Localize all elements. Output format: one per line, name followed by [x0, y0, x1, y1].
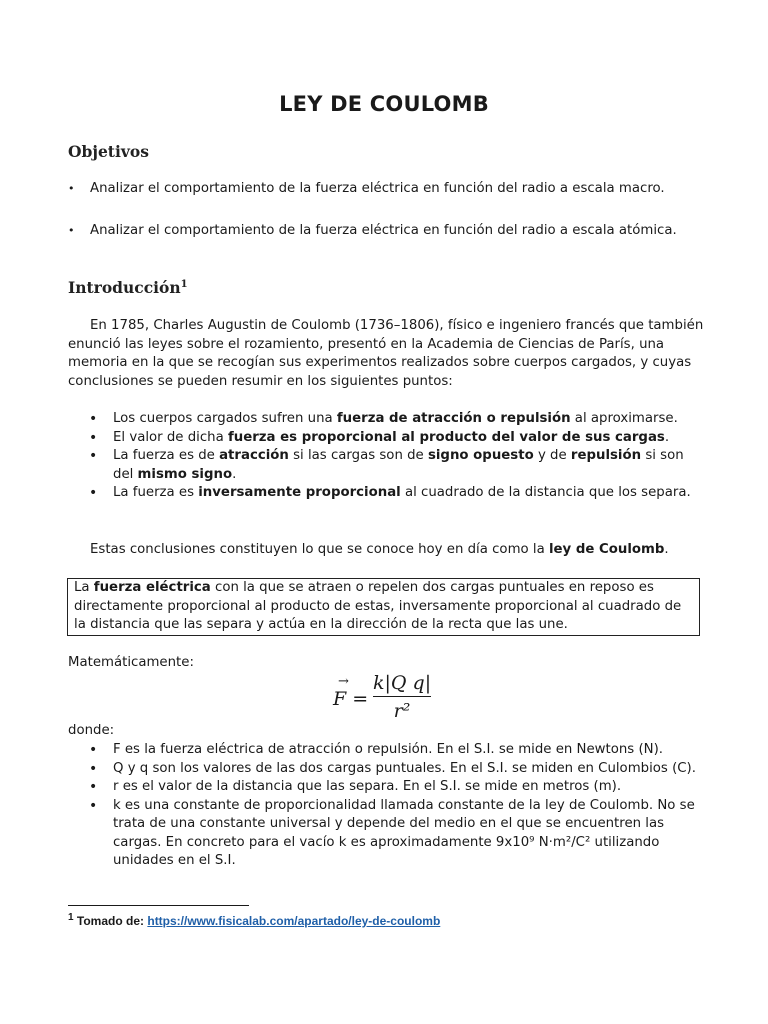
- list-item: • La fuerza es inversamente proporcional al cuadrado de la distancia que los separa.: [89, 485, 691, 501]
- list-item: • La fuerza es de atracción si las cargas son de signo opuesto y de repulsión si son del mismo signo.: [89, 448, 684, 482]
- bullet-icon: •: [89, 429, 98, 446]
- bullet-icon: •: [68, 224, 75, 237]
- formula-denominator: r²: [393, 700, 411, 722]
- variables-list: [68, 741, 708, 871]
- introduccion-heading-text: Introducción: [68, 278, 181, 297]
- list-item: • r es el valor de la distancia que las separa. En el S.I. se mide en metros (m).: [89, 779, 622, 795]
- bullet-icon: •: [89, 411, 98, 427]
- bullet-icon: •: [89, 485, 98, 501]
- footnote-divider: [68, 905, 249, 906]
- list-item: • El valor de dicha fuerza es proporcional al producto del valor de sus cargas.: [89, 429, 670, 446]
- objective-item: Analizar el comportamiento de la fuerza eléctrica en función del radio a escala macro.: [90, 181, 665, 196]
- math-label: Matemáticamente:: [68, 655, 194, 670]
- bullet-icon: •: [68, 182, 75, 195]
- vector-arrow-icon: →: [338, 674, 349, 689]
- fraction-bar: [373, 696, 431, 697]
- intro-paragraph: En 1785, Charles Augustin de Coulomb (1736–1806), físico e ingeniero francés que también enunció las leyes sobre el rozamiento, presentó en la Academia de Ciencias de París, una memoria en la que se recogían sus experimentos realizados sobre cuerpos cargados, y cuyas conclusiones se pueden resumir en los siguientes puntos:: [68, 318, 704, 389]
- conclusion-paragraph: Estas conclusiones constituyen lo que se conoce hoy en día como la ley de Coulomb.: [90, 542, 669, 557]
- coulomb-points-list: [68, 410, 708, 503]
- bullet-icon: •: [89, 742, 98, 758]
- footnote-mark: 1: [68, 912, 74, 923]
- objetivos-heading: Objetivos: [68, 142, 149, 161]
- footnote: [68, 914, 440, 928]
- list-item: • Los cuerpos cargados sufren una fuerza de atracción o repulsión al aproximarse.: [89, 411, 678, 427]
- formula-numerator: k|Q q|: [373, 672, 432, 694]
- definition-box: La fuerza eléctrica con la que se atraen o repelen dos cargas puntuales en reposo es directamente proporcional al producto de estas, inversamente proporcional al cuadrado de la distancia que las separa y actúa en la dirección de la recta que las une.: [67, 578, 700, 636]
- donde-label: donde:: [68, 723, 115, 738]
- ley-de-coulomb-term: ley de Coulomb: [548, 542, 665, 557]
- source-link[interactable]: https://www.fisicalab.com/apartado/ley-de-coulomb: [147, 914, 441, 928]
- list-item: • k es una constante de proporcionalidad llamada constante de la ley de Coulomb. No se trata de una constante universal y depende del medio en el que se encuentren las cargas. En concreto para el vacío k es aproximadamente 9x10⁹ N·m²/C² utilizando unidades en el S.I.: [89, 797, 695, 868]
- list-item: • F es la fuerza eléctrica de atracción o repulsión. En el S.I. se mide en Newtons (N).: [89, 742, 664, 758]
- objective-item: Analizar el comportamiento de la fuerza eléctrica en función del radio a escala atómica.: [90, 223, 677, 238]
- page-title: LEY DE COULOMB: [279, 92, 489, 116]
- introduccion-heading: [68, 278, 188, 297]
- bullet-icon: •: [89, 797, 98, 814]
- list-item: • Q y q son los valores de las dos cargas puntuales. En el S.I. se miden en Culombios (C).: [89, 760, 696, 777]
- bullet-icon: •: [89, 448, 98, 464]
- bullet-icon: •: [89, 760, 98, 777]
- formula-fraction: [373, 672, 431, 722]
- footnote-ref[interactable]: 1: [180, 278, 188, 290]
- footnote-label: Tomado de:: [76, 914, 148, 928]
- bullet-icon: •: [89, 779, 98, 795]
- formula-lhs: F =: [333, 688, 369, 710]
